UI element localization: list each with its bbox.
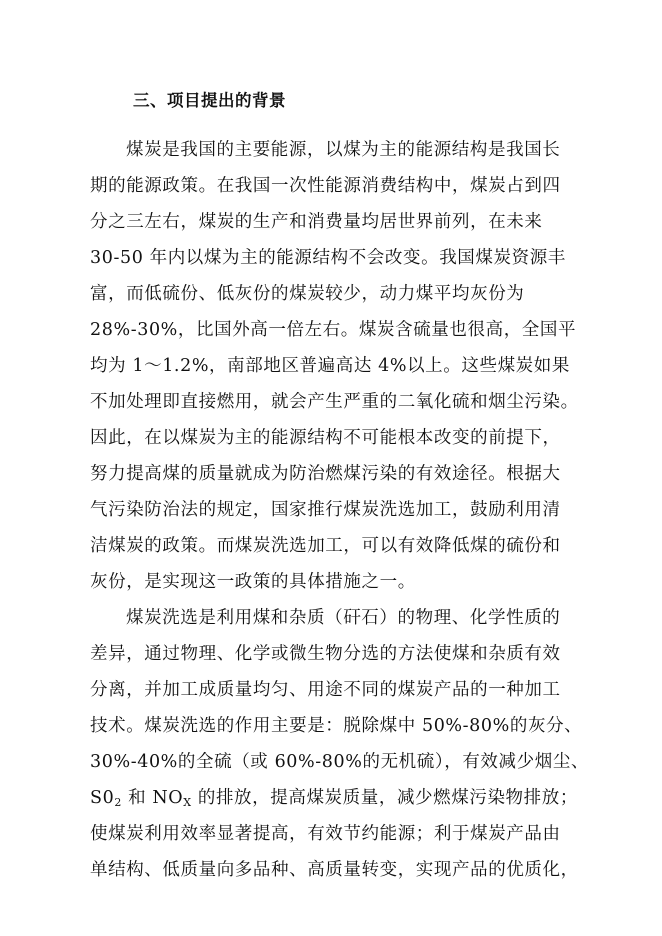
- paragraph2-line: 30%-40%的全硫（或 60%-80%的无机硫），有效减少烟尘、: [90, 752, 590, 772]
- paragraph1-line: 努力提高煤的质量就成为防治燃煤污染的有效途径。根据大: [90, 464, 561, 484]
- paragraph1-line: 煤炭是我国的主要能源，以煤为主的能源结构是我国长: [126, 140, 561, 160]
- paragraph1-line: 灰份，是实现这一政策的具体措施之一。: [90, 572, 416, 592]
- section-heading: 三、项目提出的背景: [133, 91, 286, 110]
- paragraph1-line: 洁煤炭的政策。而煤炭洗选加工，可以有效降低煤的硫份和: [90, 536, 561, 556]
- paragraph2-line: 煤炭洗选是利用煤和杂质（矸石）的物理、化学性质的: [126, 608, 561, 628]
- paragraph1-line: 30-50 年内以煤为主的能源结构不会改变。我国煤炭资源丰: [90, 248, 566, 268]
- nox-formula-subscript: X: [183, 796, 192, 809]
- paragraph1-line: 均为 1～1.2%，南部地区普遍高达 4%以上。这些煤炭如果: [90, 356, 570, 376]
- paragraph1-line: 气污染防治法的规定，国家推行煤炭洗选加工，鼓励利用清: [90, 500, 561, 520]
- paragraph2-line: 分离，并加工成质量均匀、用途不同的煤炭产品的一种加工: [90, 680, 561, 700]
- paragraph1-line: 富，而低硫份、低灰份的煤炭较少，动力煤平均灰份为: [90, 284, 525, 304]
- conjunction-text: 和: [121, 788, 153, 808]
- paragraph1-line: 28%-30%，比国外高一倍左右。煤炭含硫量也很高，全国平: [90, 320, 577, 340]
- paragraph2-line: 技术。煤炭洗选的作用主要是：脱除煤中 50%-80%的灰分、: [90, 716, 583, 736]
- paragraph1-line: 因此，在以煤炭为主的能源结构不可能根本改变的前提下，: [90, 428, 561, 448]
- paragraph2-line: 差异，通过物理、化学或微生物分选的方法使煤和杂质有效: [90, 644, 561, 664]
- paragraph1-line: 分之三左右，煤炭的生产和消费量均居世界前列，在未来: [90, 212, 543, 232]
- paragraph2-line: 使煤炭利用效率显著提高，有效节约能源；利于煤炭产品由: [90, 824, 561, 844]
- so2-formula-subscript: 2: [114, 796, 122, 809]
- so2-formula-base: S0: [90, 788, 115, 808]
- paragraph2-line: 单结构、低质量向多品种、高质量转变，实现产品的优质化，: [90, 860, 579, 880]
- paragraph1-line: 期的能源政策。在我国一次性能源消费结构中，煤炭占到四: [90, 176, 561, 196]
- paragraph1-line: 不加处理即直接燃用，就会产生严重的二氧化硫和烟尘污染。: [90, 392, 579, 412]
- nox-formula-base: NO: [152, 788, 184, 808]
- paragraph2-line-emissions: [90, 784, 578, 809]
- emissions-text: 的排放，提高煤炭质量，减少燃煤污染物排放；: [191, 788, 578, 808]
